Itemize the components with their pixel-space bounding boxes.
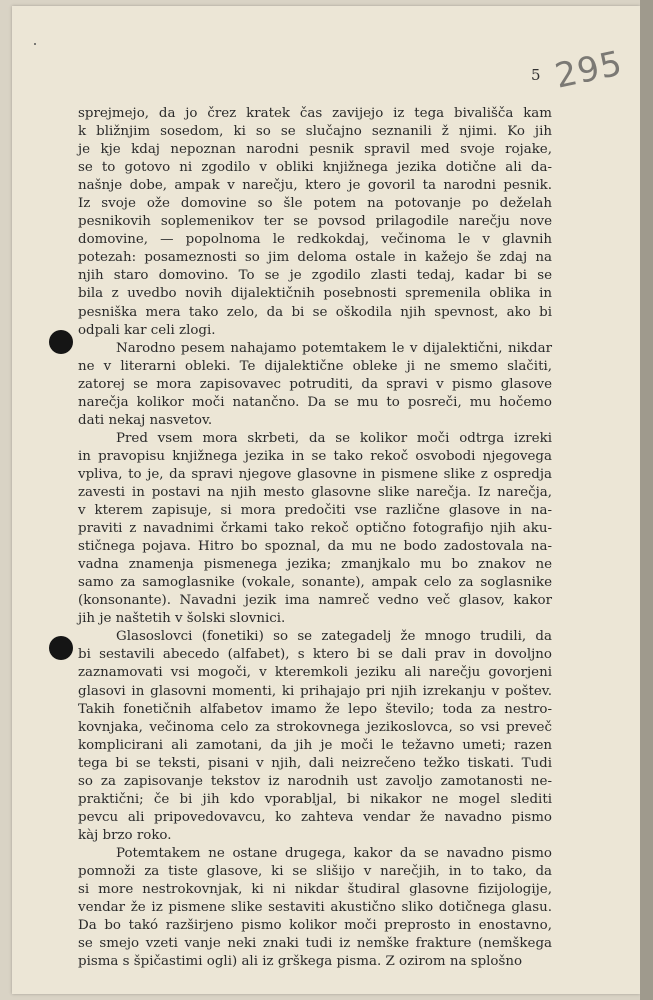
text-line: domovine, — popolnoma le redkokdaj, večinoma le v glavnih <box>78 232 552 248</box>
text-line: in pravopisu knjižnega jezika in se tako rekoč osvobodi njegovega <box>78 448 552 464</box>
page-edge <box>640 0 653 1000</box>
text-line: odpali kar celi zlogi. <box>78 322 216 338</box>
punch-hole <box>49 330 73 354</box>
text-line: Potemtakem ne ostane drugega, kakor da se navadno pismo <box>116 845 552 861</box>
text-line: se smejo vzeti vanje neki znaki tudi iz nemške frakture (nemškega <box>78 936 552 952</box>
paragraph <box>78 628 552 845</box>
paragraph <box>78 105 552 340</box>
body-text <box>78 105 552 971</box>
text-line: potezah: posameznosti so jim deloma ostale in kažejo še zdaj na <box>78 250 552 266</box>
page-number: 5 <box>531 66 541 84</box>
text-line: jih je naštetih v šolski slovnici. <box>78 611 286 627</box>
text-line: se to gotovo ni zgodilo v obliki knjižnega jezika dotične ali da- <box>78 160 552 176</box>
text-line: glasovi in glasovni momenti, ki prihajajo pri njih izrekanju v poštev. <box>78 683 552 699</box>
text-line: kàj brzo roko. <box>78 827 172 843</box>
paper-speck <box>34 43 36 45</box>
text-line: Glasoslovci (fonetiki) so se zategadelj že mnogo trudili, da <box>116 629 552 645</box>
text-line: Narodno pesem nahajamo potemtakem le v dijalektični, nikdar <box>116 340 552 356</box>
paragraph <box>78 430 552 629</box>
text-line: bila z uvedbo novih dijalektičnih posebnosti spremenila oblika in <box>78 286 552 302</box>
text-line: samo za samoglasnike (vokale, sonante), ampak celo za soglasnike <box>78 575 552 591</box>
text-line: kovnjaka, večinoma celo za strokovnega jezikoslovca, so vsi preveč <box>78 719 552 735</box>
text-line: pisma s špičastimi ogli) ali iz grškega pisma. Z ozirom na splošno <box>78 954 523 970</box>
text-line: pesnikovih soplemenikov ter se povsod prilagodile narečju nove <box>78 214 552 230</box>
text-line: njih staro domovino. To se je zgodilo zlasti tedaj, kadar bi se <box>78 268 552 284</box>
text-line: Da bo takó razširjeno pismo kolikor moči preprosto in enostavno, <box>78 918 552 934</box>
handwritten-archive-number: 295 <box>551 43 627 97</box>
text-line: vendar že iz pismene slike sestaviti akustično sliko dotičnega glasu. <box>78 900 552 916</box>
text-line: našnje dobe, ampak v narečju, ktero je govoril ta narodni pesnik. <box>78 178 552 194</box>
text-line: zatorej se mora zapisovavec potruditi, da spravi v pismo glasove <box>78 376 552 392</box>
text-line: tega bi se teksti, pisani v njih, dali neizrečeno težko tiskati. Tudi <box>78 755 552 771</box>
text-line: praviti z navadnimi črkami tako rekoč optično fotografijo njih aku- <box>78 521 552 537</box>
text-line: zaznamovati vsi mogoči, v kteremkoli jeziku ali narečju govorjeni <box>78 665 552 681</box>
text-line: narečja kolikor moči natančno. Da se mu to posreči, mu hočemo <box>78 394 552 410</box>
text-line: stičnega pojava. Hitro bo spoznal, da mu ne bodo zadostovala na- <box>78 539 552 555</box>
text-line: pevcu ali pripovedovavcu, ko zahteva vendar že navadno pismo <box>78 809 552 825</box>
text-line: so za zapisovanje tekstov iz narodnih ust zavoljo zamotanosti ne- <box>78 773 552 789</box>
text-line: Iz svoje ože domovine so šle potem na potovanje po deželah <box>78 196 552 212</box>
text-line: zavesti in postavi na njih mesto glasovne slike narečja. Iz narečja, <box>78 484 552 500</box>
text-line: (konsonante). Navadni jezik ima namreč vedno več glasov, kakor <box>78 593 552 609</box>
text-line: si more nestrokovnjak, ki ni nikdar študiral glasovne fizijologije, <box>78 882 552 898</box>
text-line: vpliva, to je, da spravi njegove glasovne in pismene slike z ospredja <box>78 466 552 482</box>
text-line: bi sestavili abecedo (alfabet), s ktero bi se dali prav in dovoljno <box>78 647 552 663</box>
text-line: vadna znamenja pismenega jezika; zmanjkalo mu bo znakov ne <box>78 557 552 573</box>
text-line: dati nekaj nasvetov. <box>78 412 213 428</box>
text-line: Takih fonetičnih alfabetov imamo že lepo število; toda za nestro- <box>78 701 552 717</box>
text-line: Pred vsem mora skrbeti, da se kolikor moči odtrga izreki <box>116 430 552 446</box>
text-line: komplicirani ali zamotani, da jih je moči le težavno umeti; razen <box>78 737 552 753</box>
paragraph <box>78 340 552 430</box>
text-line: pomnoži za tiste glasove, ki se slišijo v narečjih, in to tako, da <box>78 863 552 879</box>
text-line: pesniška mera tako zelo, da bi se oškodila njih spevnost, ako bi <box>78 304 552 320</box>
text-line: ne v literarni obleki. Te dijalektične obleke ji ne smemo slačiti, <box>78 358 552 374</box>
text-line: je kje kdaj nepoznan narodni pesnik spravil med svoje rojake, <box>78 142 552 158</box>
text-line: sprejmejo, da jo črez kratek čas zavijejo iz tega bivališča kam <box>78 106 552 121</box>
text-line: praktični; če bi jih kdo vporabljal, bi nikakor ne mogel slediti <box>78 791 552 807</box>
text-line: k bližnjim sosedom, ki so se slučajno seznanili ž njimi. Ko jih <box>78 124 552 140</box>
text-line: v kterem zapisuje, si mora predočiti vse različne glasove in na- <box>78 503 552 519</box>
punch-hole <box>49 636 73 660</box>
paragraph <box>78 845 552 971</box>
